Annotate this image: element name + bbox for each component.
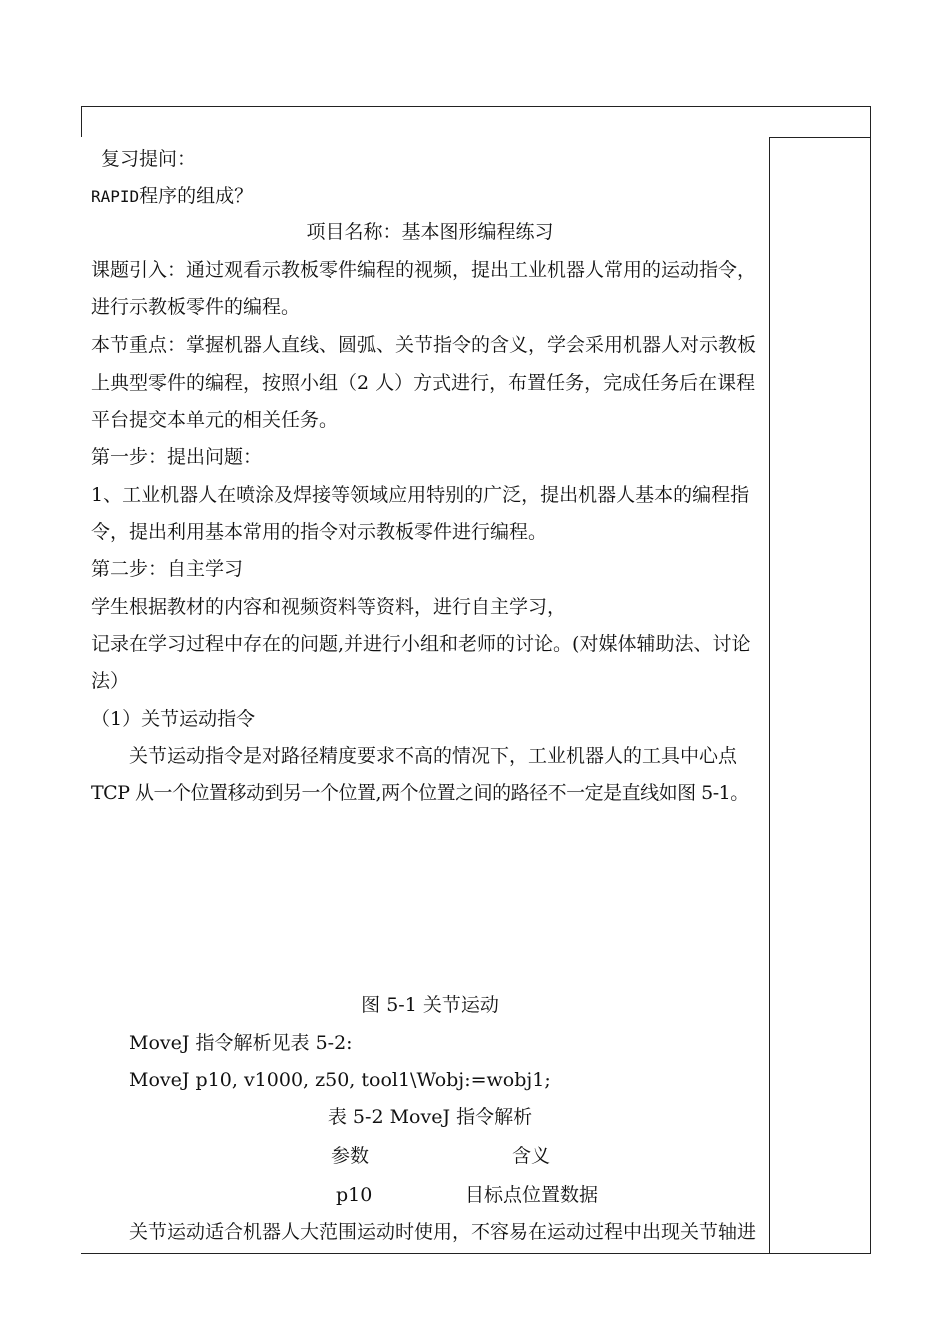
frame-right-line [870,106,871,1254]
section1-heading: （1）关节运动指令 [91,708,256,730]
figure-caption: 图 5-1 关节运动 [361,994,499,1016]
step1-line-1: 1、工业机器人在喷涂及焊接等领域应用特别的广泛，提出机器人基本的编程指 [91,484,750,506]
step2-heading: 第二步：自主学习 [91,558,244,580]
frame-left-line [81,106,82,137]
table-header-meaning: 含义 [512,1145,551,1167]
para2-line-1: 关节运动适合机器人大范围运动时使用，不容易在运动过程中出现关节轴进 [129,1221,757,1243]
table-caption: 表 5-2 MoveJ 指令解析 [327,1106,533,1128]
figure-5-1-placeholder [91,815,769,985]
step1-line-2: 令，提出利用基本常用的指令对示教板零件进行编程。 [91,521,548,543]
intro-line-1: 课题引入：通过观看示教板零件编程的视频，提出工业机器人常用的运动指令， [91,259,757,281]
focus-line-3: 平台提交本单元的相关任务。 [91,409,339,431]
movej-code: MoveJ p10, v1000, z50, tool1\Wobj:=wobj1; [129,1069,551,1091]
focus-line-1: 本节重点：掌握机器人直线、圆弧、关节指令的含义，学会采用机器人对示教板 [91,334,757,356]
table-cell-meaning: 目标点位置数据 [465,1184,599,1206]
review-question-prefix: RAPID [91,187,140,206]
step2-line-2: 记录在学习过程中存在的问题,并进行小组和老师的讨论。(对媒体辅助法、讨论 [91,633,751,655]
frame-bottom-line [81,1253,871,1254]
movej-reference: MoveJ 指令解析见表 5-2: [129,1032,353,1054]
review-question-suffix: 程序的组成？ [139,185,254,207]
side-column-divider [769,137,770,1254]
review-question [91,185,253,208]
step2-line-3: 法） [91,670,130,692]
step1-heading: 第一步：提出问题： [91,446,263,468]
frame-top-line [81,106,871,107]
table-cell-param: p10 [336,1184,373,1206]
project-title: 项目名称：基本图形编程练习 [306,221,554,243]
side-column-top-line [769,137,871,138]
table-header-param: 参数 [331,1145,370,1167]
focus-line-2: 上典型零件的编程，按照小组（2 人）方式进行，布置任务，完成任务后在课程 [91,372,756,394]
review-label: 复习提问： [101,148,197,170]
para1-line-2: TCP 从一个位置移动到另一个位置,两个位置之间的路径不一定是直线如图 5-1。 [91,782,749,804]
intro-line-2: 进行示教板零件的编程。 [91,296,301,318]
step2-line-1: 学生根据教材的内容和视频资料等资料，进行自主学习， [91,596,567,618]
para1-line-1: 关节运动指令是对路径精度要求不高的情况下，工业机器人的工具中心点 [129,745,738,767]
